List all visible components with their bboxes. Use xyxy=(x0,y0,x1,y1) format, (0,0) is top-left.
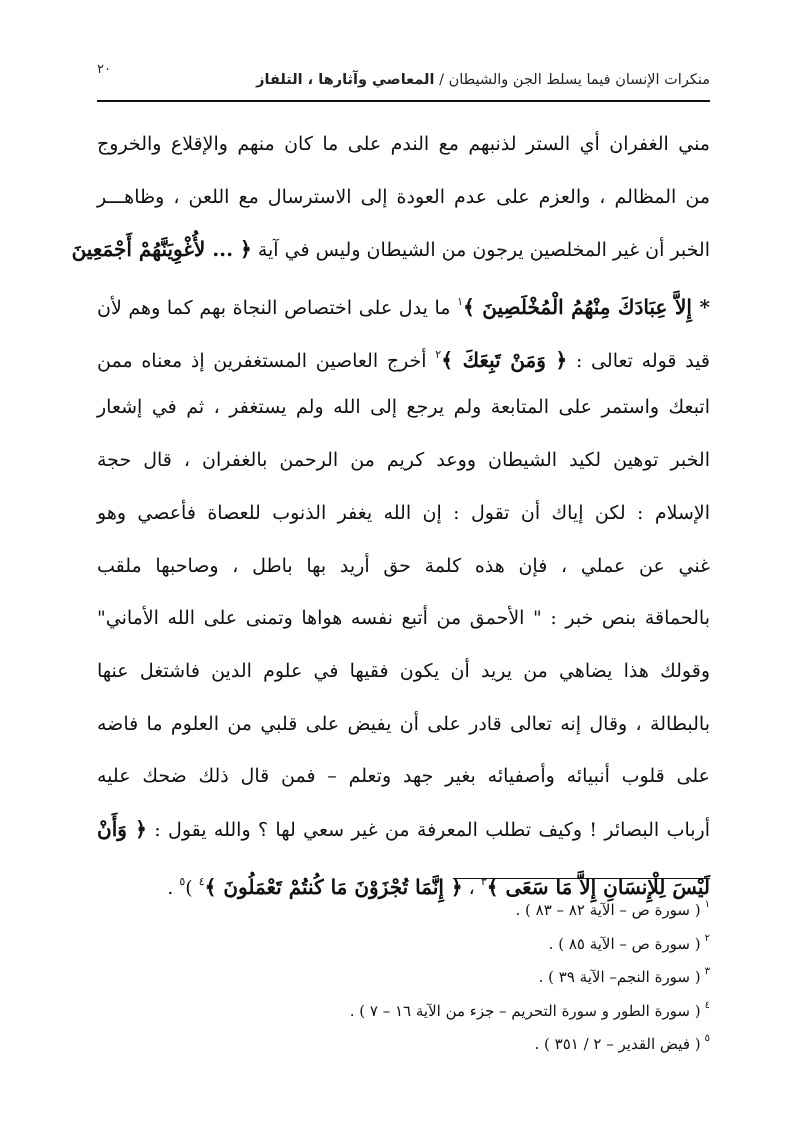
text-run: الإسلام : لكن إياك أن تقول : إن الله يغفر الذنوب للعصاة فأعصي وهو xyxy=(97,501,710,524)
quran-verse: ﴿ وَمَنْ تَبِعَكَ ﴾ xyxy=(441,347,568,372)
quran-verse: ﴿ ... لأُغْوِيَنَّهُمْ أَجْمَعِينَ xyxy=(71,237,252,262)
footnote-text: ( سورة النجم– الآية ٣٩ ) . xyxy=(538,968,701,986)
footnote-item xyxy=(110,922,710,956)
header-book-title: منكرات الإنسان فيما يسلط الجن والشيطان / xyxy=(439,72,710,88)
footnote-ref: ٤ xyxy=(198,874,205,888)
body-line xyxy=(97,118,710,171)
body-line xyxy=(97,645,710,698)
body-line xyxy=(97,434,710,487)
text-run: غني عن عملي ، فإن هذه كلمة حق أريد بها باطل ، وصاحبها ملقب xyxy=(97,554,710,577)
body-line xyxy=(97,592,710,645)
text-run: الخبر توهين لكيد الشيطان ووعد كريم من الرحمن بالغفران ، قال حجة xyxy=(97,449,710,472)
footnote-number: ٣ xyxy=(704,966,710,977)
body-line xyxy=(97,171,710,224)
footnotes xyxy=(110,888,710,1056)
footnote-text: ( سورة الطور و سورة التحريم – جزء من الآية ١٦ – ٧ ) . xyxy=(349,1001,701,1020)
footnote-number: ٢ xyxy=(704,932,710,944)
footnote-ref: ٢ xyxy=(435,347,442,361)
quran-verse: * إِلاَّ عِبَادَكَ مِنْهُمُ الْمُخْلَصِينَ ﴾ xyxy=(463,295,710,320)
body-line xyxy=(97,487,710,540)
text-run: على قلوب أنبيائه وأصفيائه بغير جهد وتعلم – فمن قال ذلك ضحك عليه xyxy=(97,765,710,788)
body-line xyxy=(97,540,710,593)
footnote-item xyxy=(110,989,710,1023)
text-run: مني الغفران أي الستر لذنبهم مع الندم على ما كان منهم والإقلاع والخروج xyxy=(97,133,710,155)
text-run: ) xyxy=(185,876,199,899)
body-line xyxy=(97,698,710,751)
footnote-item xyxy=(110,888,710,922)
body-line xyxy=(97,276,710,329)
body-line xyxy=(97,750,710,803)
footnote-number: ٤ xyxy=(704,999,710,1011)
footnote-text: ( سورة ص – الآية ٨٢ – ٨٣ ) . xyxy=(515,901,701,919)
page-number: ٢٠ xyxy=(97,62,111,77)
quran-verse: ﴿ وَأَنْ xyxy=(97,816,147,841)
body-line xyxy=(97,803,710,856)
footnote-number: ٥ xyxy=(704,1033,710,1044)
footnote-ref: ٣ xyxy=(480,874,487,888)
text-run: اتبعك واستمر على المتابعة ولم يرجع إلى الله ولم يستغفر ، ثم في إشعار xyxy=(97,396,710,419)
text-run: الخبر أن غير المخلصين يرجون من الشيطان وليس في آية xyxy=(251,239,710,262)
footnote-text: ( سورة ص – الآية ٨٥ ) . xyxy=(548,934,701,953)
header-chapter-title: المعاصي وآثارها ، التلفاز xyxy=(256,72,435,88)
footnote-number: ١ xyxy=(704,899,710,910)
footnote-ref: ٥ xyxy=(179,874,186,888)
footnote-text: ( فيض القدير – ٢ / ٣٥١ ) . xyxy=(534,1035,701,1053)
body-line xyxy=(97,329,710,382)
footnote-item xyxy=(110,1022,710,1056)
text-run: بالبطالة ، وقال إنه تعالى قادر على أن يفيض على قلبي من العلوم ما فاضه xyxy=(97,712,710,735)
quran-verse: لَيْسَ لِلْإِنسَانِ إِلاَّ مَا سَعَى ﴾ xyxy=(486,874,710,899)
footnote-ref: ١ xyxy=(457,295,464,309)
text-run: قيد قوله تعالى : xyxy=(567,349,711,372)
text-run: أرباب البصائر ! وكيف تطلب المعرفة من غير سعي لها ؟ والله يقول : xyxy=(146,818,710,841)
text-run: من المظالم ، والعزم على عدم العودة إلى الاسترسال مع اللعن ، وظاهـــر xyxy=(97,185,710,208)
text-run: بالحماقة بنص خبر : " الأحمق من أتبع نفسه هواها وتمنى على الله الأماني" xyxy=(97,607,710,630)
text-run: أخرج العاصين المستغفرين إذ معناه ممن xyxy=(97,349,436,372)
text-run: . xyxy=(167,876,180,899)
body-text xyxy=(71,118,711,908)
running-header xyxy=(90,72,710,88)
quran-verse: ﴿ إِنَّمَا تُجْزَوْنَ مَا كُنتُمْ تَعْمَلُونَ ﴾ xyxy=(204,874,463,899)
text-run: ما يدل على اختصاص النجاة بهم كما وهم لأن xyxy=(97,297,458,320)
text-run: وقولك هذا يضاهي من يريد أن يكون فقيها في علوم الدين فاشتغل عنها xyxy=(97,659,710,682)
body-line xyxy=(71,223,710,276)
footnote-item xyxy=(110,955,710,989)
footnote-divider xyxy=(453,878,710,879)
text-run: ، xyxy=(462,876,481,899)
body-line xyxy=(97,381,710,434)
header-divider xyxy=(97,100,710,102)
